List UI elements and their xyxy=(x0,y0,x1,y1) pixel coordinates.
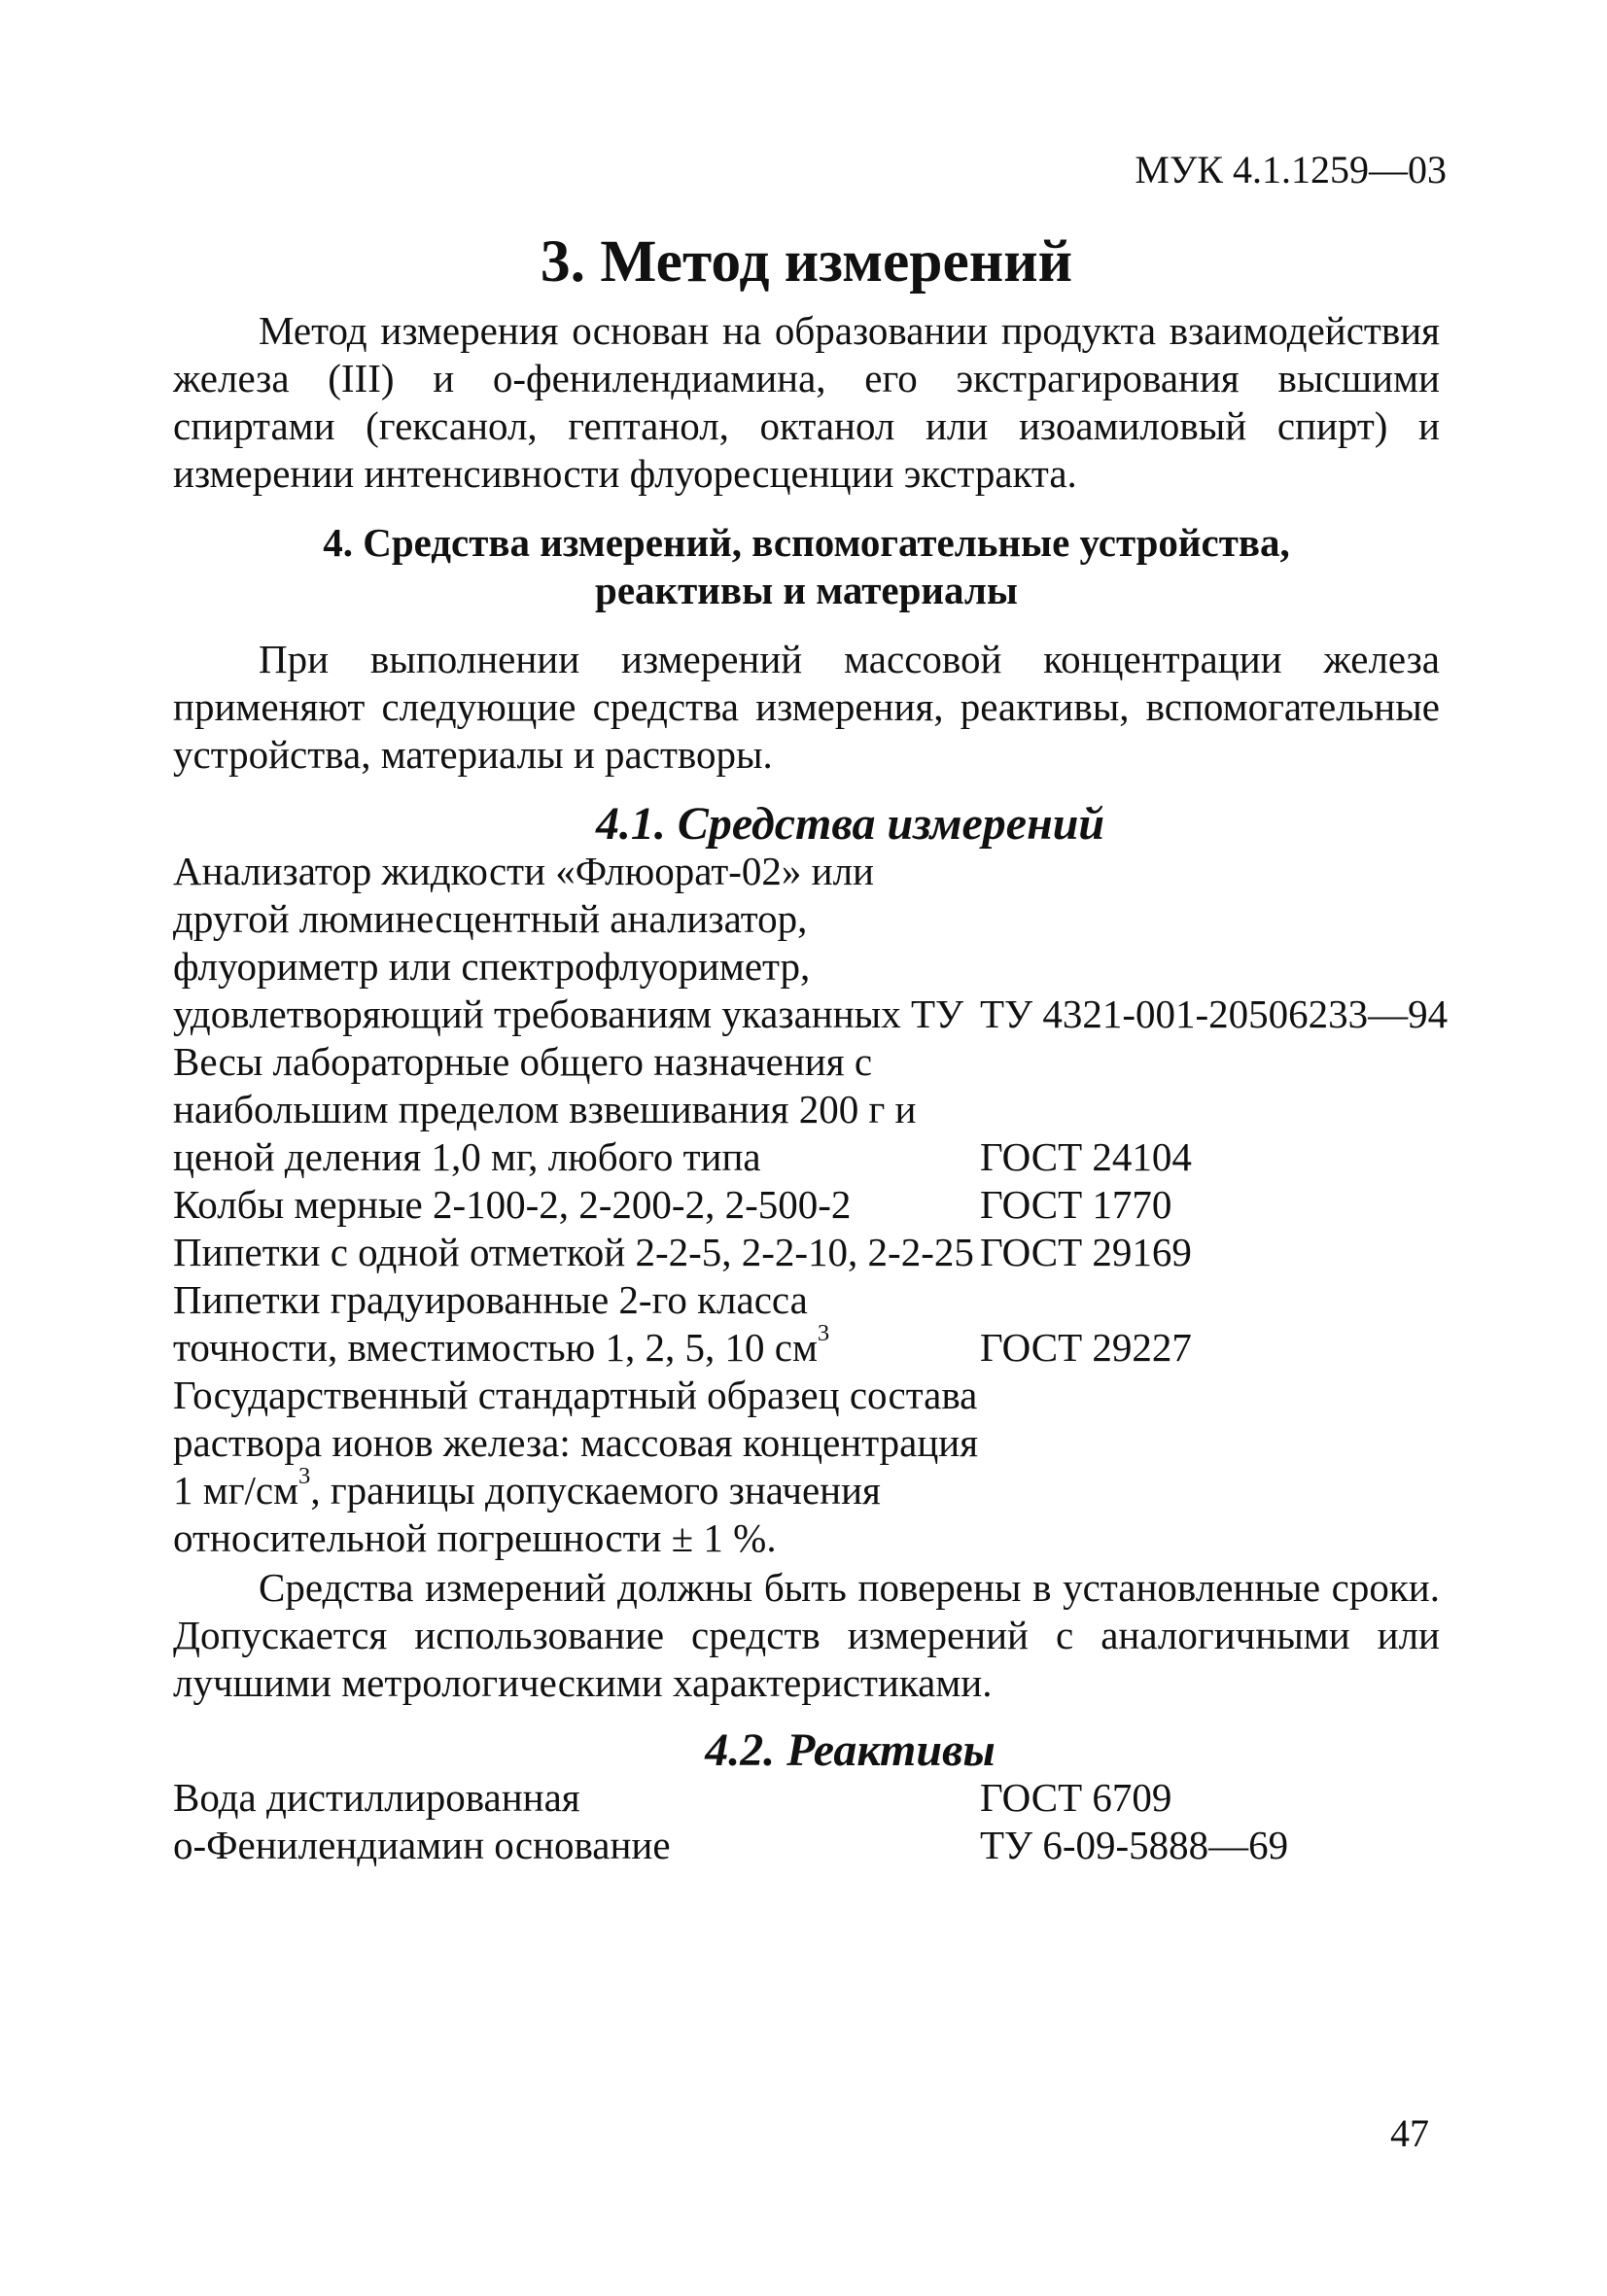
list-item xyxy=(173,1372,1440,1562)
item-name: Вода дистиллированная xyxy=(173,1775,580,1820)
item-name: о-Фенилендиамин основание xyxy=(173,1823,671,1867)
item-name-text: Пипетки градуированные 2-го класса точности, вместимостью 1, 2, 5, 10 см xyxy=(173,1277,818,1370)
section-3-heading: 3. Метод измерений xyxy=(540,228,1073,295)
list-item xyxy=(173,1276,1440,1372)
item-name: Колбы мерные 2-100-2, 2-200-2, 2-500-2 xyxy=(173,1182,852,1227)
item-name: Анализатор жидкости «Флюорат-02» или другой люминесцентный анализатор, флуориметр или спектрофлуориметр, удовлетворяющий требованиям указанных ТУ xyxy=(173,849,964,1036)
item-name-text-continued: , границы допускаемого значения относительной погрешности ± 1 %. xyxy=(173,1468,881,1560)
subsection-4-1-heading: 4.1. Средства измерений xyxy=(595,798,1105,850)
section-3-text: Метод измерения основан на образовании продукта взаимодействия железа (III) и о-фенилендиамина, его экстрагирования высшими спиртами (гексанол, гептанол, октанол или изоамиловый спирт) и измерении интенсивности флуоресценции экстракта. xyxy=(173,308,1440,496)
verification-note: Средства измерений должны быть поверены в установленные сроки. Допускается использование средств измерений с аналогичными или лучшими метрологическими характеристиками. xyxy=(173,1565,1440,1705)
item-standard: ТУ 6-09-5888—69 xyxy=(980,1823,1289,1867)
section-4-heading-line-1: 4. Средства измерений, вспомогательные устройства, xyxy=(323,520,1290,565)
item-standard: ТУ 4321-001-20506233—94 xyxy=(980,991,1449,1036)
subsection-4-2-heading: 4.2. Реактивы xyxy=(705,1724,996,1776)
superscript: 3 xyxy=(298,1463,311,1490)
list-item xyxy=(173,1038,1440,1181)
item-name: Пипетки с одной отметкой 2-2-5, 2-2-10, 2-2-25 xyxy=(173,1230,974,1274)
item-name-text: Государственный стандартный образец состава раствора ионов железа: массовая концентрация 1 мг/см xyxy=(173,1373,979,1513)
item-name xyxy=(173,1372,980,1562)
list-item xyxy=(173,1774,1440,1822)
list-item xyxy=(173,1229,1440,1276)
section-4-heading xyxy=(173,519,1440,614)
measuring-instruments-list xyxy=(173,848,1449,1562)
list-item xyxy=(173,1181,1440,1229)
page-content xyxy=(173,228,1449,1869)
section-4-intro: При выполнении измерений массовой концентрации железа применяют следующие средства измерения, реактивы, вспомогательные устройства, материалы и растворы. xyxy=(173,637,1440,777)
list-item xyxy=(173,848,1449,1038)
item-standard: ГОСТ 6709 xyxy=(980,1775,1172,1820)
section-4-heading-line-2: реактивы и материалы xyxy=(595,568,1018,612)
superscript: 3 xyxy=(817,1320,830,1347)
item-standard: ГОСТ 1770 xyxy=(980,1182,1172,1227)
item-standard: ГОСТ 29169 xyxy=(980,1230,1192,1274)
item-name xyxy=(173,1276,980,1372)
page-number: 47 xyxy=(1390,2111,1429,2155)
document-code: МУК 4.1.1259—03 xyxy=(1135,148,1447,191)
item-name: Весы лабораторные общего назначения с наибольшим пределом взвешивания 200 г и ценой деления 1,0 мг, любого типа xyxy=(173,1039,917,1179)
item-standard: ГОСТ 24104 xyxy=(980,1134,1192,1179)
reagents-list xyxy=(173,1774,1440,1869)
item-standard: ГОСТ 29227 xyxy=(980,1325,1192,1370)
list-item xyxy=(173,1822,1440,1869)
